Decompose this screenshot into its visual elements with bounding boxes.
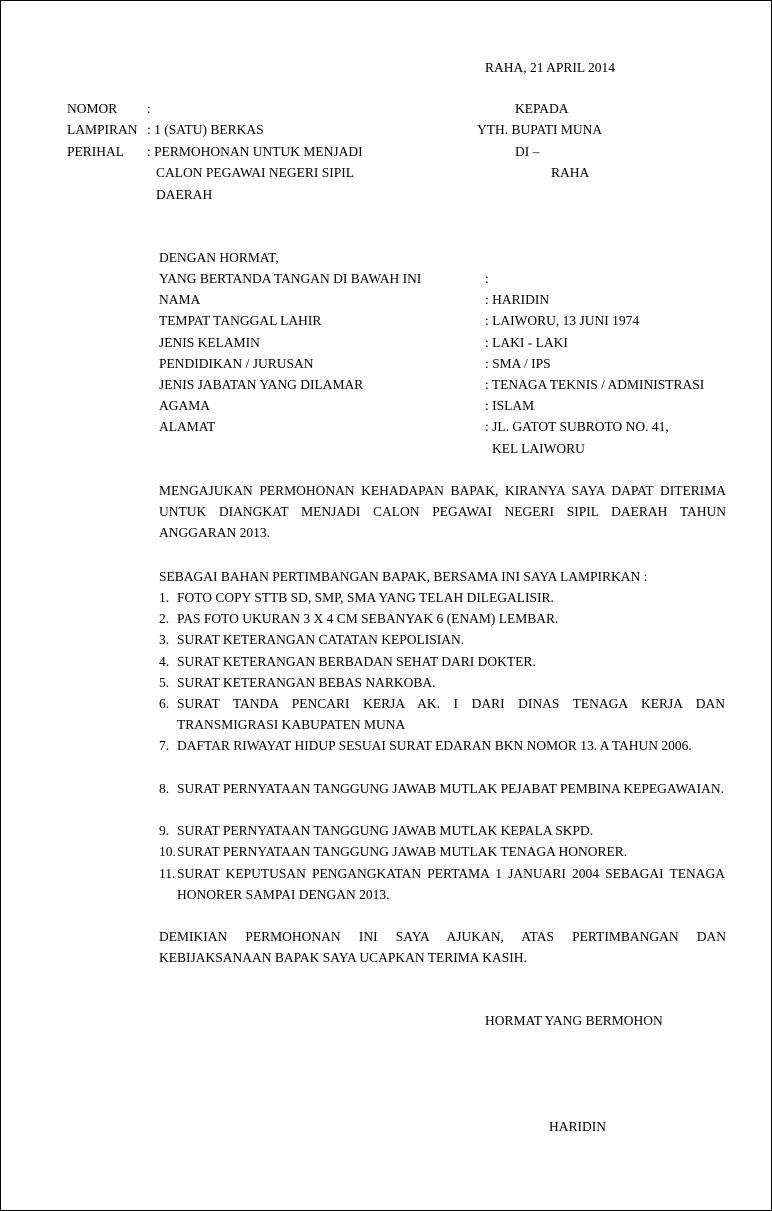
identity-value: : LAKI - LAKI [485, 334, 568, 350]
lampiran-label: LAMPIRAN [67, 122, 138, 137]
attachment-number: 6. [159, 696, 170, 711]
attachments-intro: SEBAGAI BAHAN PERTIMBANGAN BAPAK, BERSAMA INI SAYA LAMPIRKAN : [159, 569, 648, 584]
identity-label: JENIS JABATAN YANG DILAMAR [159, 377, 364, 392]
identity-label: TEMPAT TANGGAL LAHIR [159, 313, 322, 329]
recipient-city: RAHA [551, 165, 590, 180]
attachment-number: 3. [159, 632, 170, 648]
request-paragraph: MENGAJUKAN PERMOHONAN KEHADAPAN BAPAK, KIRANYA SAYA DAPAT DITERIMA UNTUK DIANGKAT MENJADI CALON PEGAWAI NEGERI SIPIL DAERAH TAHUN ANGGARAN 2013. [159, 483, 726, 540]
attachment-item-text: SURAT PERNYATAAN TANGGUNG JAWAB MUTLAK KEPALA SKPD. [177, 823, 594, 839]
attachment-number: 9. [159, 823, 170, 839]
identity-value: : TENAGA TEKNIS / ADMINISTRASI [485, 377, 705, 392]
recipient-kepada: KEPADA [515, 101, 569, 116]
attachment-number: 4. [159, 653, 170, 669]
attachment-item-text: SURAT PERNYATAAN TANGGUNG JAWAB MUTLAK TENAGA HONORER. [177, 844, 628, 860]
attachment-item-text: SURAT TANDA PENCARI KERJA AK. I DARI DINAS TENAGA KERJA DAN TRANSMIGRASI KABUPATEN MUNA [177, 696, 725, 732]
perihal-label: PERIHAL [67, 144, 124, 159]
salutation: DENGAN HORMAT, [159, 250, 279, 265]
attachment-number: 10. [159, 844, 176, 860]
attachment-item-text: PAS FOTO UKURAN 3 X 4 CM SEBANYAK 6 (ENAM) LEMBAR. [177, 611, 559, 627]
attachment-number: 5. [159, 674, 170, 690]
attachment-item-text: FOTO COPY STTB SD, SMP, SMA YANG TELAH DILEGALISIR. [177, 590, 554, 605]
recipient-di: DI – [515, 144, 540, 159]
signature-name: HARIDIN [549, 1119, 606, 1134]
identity-value: : SMA / IPS [485, 355, 551, 371]
identity-label: PENDIDIKAN / JURUSAN [159, 355, 314, 371]
attachment-number: 1. [159, 590, 170, 605]
identity-label: YANG BERTANDA TANGAN DI BAWAH INI [159, 271, 422, 286]
perihal-value-line1: : PERMOHONAN UNTUK MENJADI [147, 144, 363, 159]
identity-value: : [485, 271, 489, 286]
signature-greeting: HORMAT YANG BERMOHON [485, 1013, 663, 1028]
perihal-value-line3: DAERAH [156, 187, 213, 202]
attachment-number: 2. [159, 611, 170, 627]
nomor-colon: : [147, 101, 151, 116]
letter-date: RAHA, 21 APRIL 2014 [485, 60, 616, 75]
attachment-item-text: DAFTAR RIWAYAT HIDUP SESUAI SURAT EDARAN BKN NOMOR 13. A TAHUN 2006. [177, 738, 692, 754]
lampiran-value: : 1 (SATU) BERKAS [147, 122, 264, 137]
identity-value: : HARIDIN [485, 292, 550, 308]
perihal-value-line2: CALON PEGAWAI NEGERI SIPIL [156, 165, 355, 180]
attachment-item-text: SURAT KETERANGAN BEBAS NARKOBA. [177, 674, 436, 690]
attachment-item-text: SURAT KETERANGAN BERBADAN SEHAT DARI DOKTER. [177, 653, 536, 669]
identity-label: AGAMA [159, 398, 211, 414]
nomor-label: NOMOR [67, 101, 118, 116]
identity-value: : ISLAM [485, 398, 535, 414]
identity-value: : LAIWORU, 13 JUNI 1974 [485, 313, 640, 329]
identity-label: NAMA [159, 292, 201, 308]
attachment-number: 7. [159, 738, 170, 754]
identity-label: JENIS KELAMIN [159, 334, 260, 350]
closing-paragraph: DEMIKIAN PERMOHONAN INI SAYA AJUKAN, ATAS PERTIMBANGAN DAN KEBIJAKSANAAN BAPAK SAYA UCAPKAN TERIMA KASIH. [159, 929, 726, 965]
attachment-item-text: SURAT PERNYATAAN TANGGUNG JAWAB MUTLAK PEJABAT PEMBINA KEPEGAWAIAN. [177, 780, 724, 796]
attachment-number: 8. [159, 780, 170, 796]
identity-value-continued: KEL LAIWORU [492, 440, 585, 456]
identity-value: : JL. GATOT SUBROTO NO. 41, [485, 419, 669, 435]
recipient-name: YTH. BUPATI MUNA [477, 122, 603, 137]
attachment-item-text: SURAT KEPUTUSAN PENGANGKATAN PERTAMA 1 JANUARI 2004 SEBAGAI TENAGA HONORER SAMPAI DENGAN 2013. [177, 865, 725, 902]
attachment-item-text: SURAT KETERANGAN CATATAN KEPOLISIAN. [177, 632, 465, 648]
attachment-number: 11. [159, 865, 176, 881]
identity-label: ALAMAT [159, 419, 216, 435]
